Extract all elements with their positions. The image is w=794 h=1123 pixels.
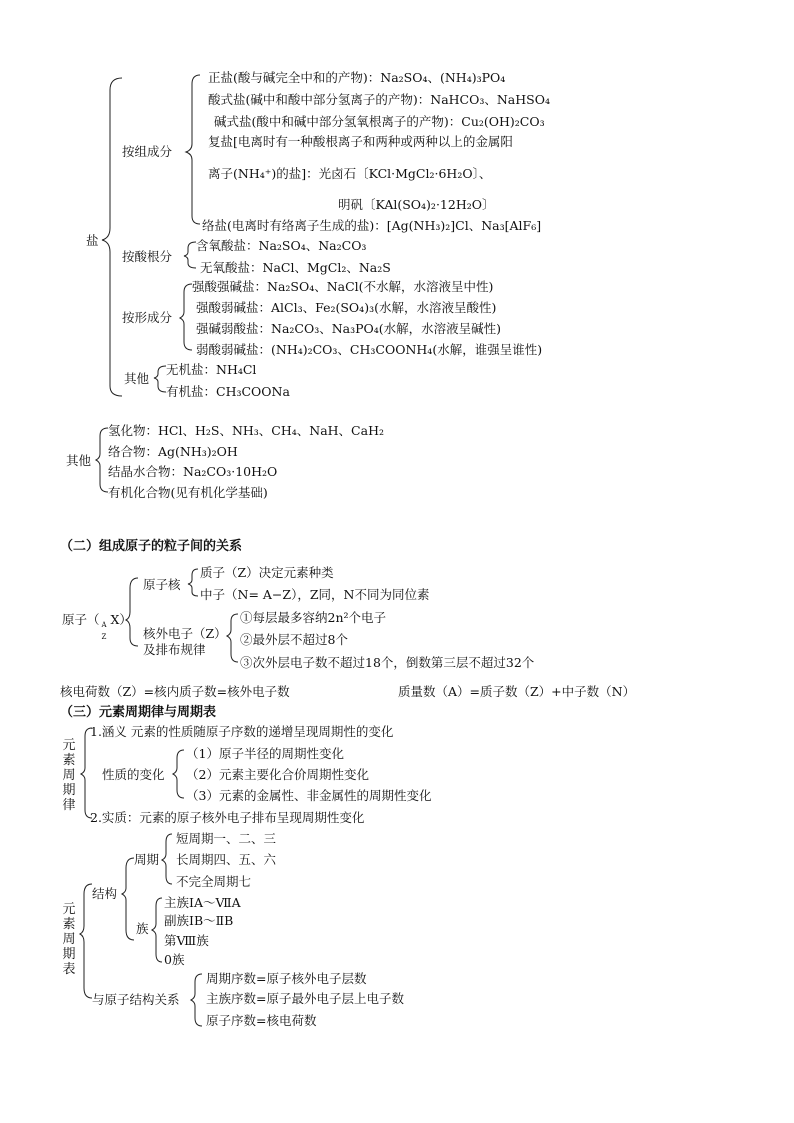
nucleus-label: 原子核: [143, 577, 181, 592]
atom-label: 原子（ A Z X）: [62, 612, 132, 641]
sub-group: 副族ⅠB～ⅡB: [164, 913, 234, 928]
relation-group-number: 主族序数=原子最外电子层上电子数: [206, 991, 404, 1006]
formation-label: 按形成分: [122, 310, 173, 325]
double-salt-line3: 明矾〔KAl(SO₄)₂·12H₂O〕: [338, 197, 495, 212]
complex-salt: 络盐(电离时有络离子生成的盐)：[Ag(NH₃)₂]Cl、Na₃[AlF₆]: [202, 218, 542, 233]
main-group: 主族ⅠA～ⅦA: [164, 895, 241, 910]
long-period: 长周期四、五、六: [176, 852, 277, 867]
acid-salt: 酸式盐(碱中和酸中部分氢离子的产物)：NaHCO₃、NaHSO₄: [208, 92, 550, 107]
strong-base-weak-acid-salt: 强碱弱酸盐：Na₂CO₃、Na₃PO₄(水解，水溶液呈碱性): [196, 321, 502, 336]
relation-brace: [191, 974, 202, 1026]
atom-label-tail: X）: [110, 612, 132, 627]
others-label: 其他: [66, 453, 92, 468]
periodic-law-label: 元素周期律: [62, 738, 76, 813]
strong-acid-weak-base-salt: 强酸弱碱盐：AlCl₃、Fe₂(SO₄)₃(水解，水溶液呈酸性): [196, 300, 497, 315]
atom-label-text: 原子（: [62, 612, 100, 627]
relation-period-number: 周期序数=原子核外电子层数: [206, 971, 367, 986]
electron-label-line1: 核外电子（Z）: [143, 626, 227, 641]
relation-atomic-number: 原子序数=核电荷数: [206, 1013, 317, 1028]
atomic-structure-relation-label: 与原子结构关系: [92, 992, 180, 1007]
property-metallicity: （3）元素的金属性、非金属性的周期性变化: [186, 788, 432, 803]
double-salt-line1: 复盐[电离时有一种酸根离子和两种或两种以上的金属阳: [208, 134, 513, 149]
table-brace: [80, 884, 92, 998]
non-oxy-acid-salt: 无氧酸盐：NaCl、MgCl₂、Na₂S: [200, 260, 391, 275]
periodic-law-definition: 1.涵义 元素的性质随原子序数的递增呈现周期性的变化: [90, 724, 394, 739]
periodic-table-label: 元素周期表: [62, 902, 76, 977]
property-valence: （2）元素主要化合价周期性变化: [186, 767, 369, 782]
strong-acid-strong-base-salt: 强酸强碱盐：Na₂SO₄、NaCl(不水解，水溶液呈中性): [192, 279, 494, 294]
composition-label: 按组成分: [122, 144, 173, 159]
normal-salt: 正盐(酸与碱完全中和的产物)：Na₂SO₄、(NH₄)₃PO₄: [208, 70, 506, 85]
formation-brace: [180, 284, 192, 350]
oxy-acid-salt: 含氧酸盐：Na₂SO₄、Na₂CO₃: [196, 238, 367, 253]
group-viii: 第Ⅷ族: [164, 933, 209, 948]
property-change-label: 性质的变化: [102, 767, 165, 782]
group-zero: 0族: [164, 952, 185, 967]
structure-label: 结构: [92, 886, 118, 901]
incomplete-period: 不完全周期七: [176, 874, 252, 889]
electron-brace: [227, 614, 238, 662]
property-brace: [173, 750, 184, 798]
period-brace: [162, 834, 172, 884]
basic-salt: 碱式盐(酸中和碱中部分氢氧根离子的产物)：Cu₂(OH)₂CO₃: [214, 114, 545, 129]
section2-title: （二）组成原子的粒子间的关系: [60, 539, 243, 554]
salt-root-label: 盐: [86, 233, 99, 248]
others-brace: [96, 428, 108, 492]
salt-other-label: 其他: [124, 371, 150, 386]
neutron-line: 中子（N= A−Z），Z同，N不同为同位素: [200, 587, 430, 602]
nuclear-charge-relation: 核电荷数（Z）=核内质子数=核外电子数: [60, 684, 290, 699]
organic-salt: 有机盐：CH₃COONa: [166, 384, 290, 399]
hydrate: 结晶水合物：Na₂CO₃·10H₂O: [108, 464, 278, 479]
salt-brace: [102, 78, 122, 396]
proton-line: 质子（Z）决定元素种类: [200, 565, 334, 580]
organic-compound: 有机化合物(见有机化学基础): [108, 485, 268, 500]
structure-brace: [122, 858, 134, 940]
double-salt-line2: 离子(NH₄⁺)的盐]：光卤石〔KCl·MgCl₂·6H₂O〕、: [208, 166, 492, 181]
composition-brace: [186, 75, 200, 224]
electron-label-line2: 及排布规律: [143, 642, 206, 657]
electron-rule-3: ③次外层电子数不超过18个，倒数第三层不超过32个: [240, 655, 535, 670]
section3-title: （三）元素周期律与周期表: [60, 705, 217, 720]
acid-radical-brace: [184, 242, 196, 268]
property-atomic-radius: （1）原子半径的周期性变化: [186, 746, 344, 761]
complex-compound: 络合物：Ag(NH₃)₂OH: [108, 444, 238, 459]
short-period: 短周期一、二、三: [176, 831, 277, 846]
periodic-law-essence: 2.实质：元素的原子核外电子排布呈现周期性变化: [90, 810, 365, 825]
electron-rule-2: ②最外层不超过8个: [240, 632, 348, 647]
law-brace: [81, 728, 92, 818]
inorganic-salt: 无机盐：NH₄Cl: [166, 362, 257, 377]
hydride: 氢化物：HCl、H₂S、NH₃、CH₄、NaH、CaH₂: [108, 423, 384, 438]
salt-other-brace: [154, 366, 166, 392]
mass-number-relation: 质量数（A）=质子数（Z）+中子数（N）: [398, 684, 636, 699]
acid-radical-label: 按酸根分: [122, 249, 173, 264]
nucleus-brace: [188, 569, 198, 596]
group-brace: [152, 898, 162, 962]
period-label: 周期: [134, 852, 160, 867]
weak-acid-weak-base-salt: 弱酸弱碱盐：(NH₄)₂CO₃、CH₃COONH₄(水解，谁强呈谁性): [196, 342, 543, 357]
group-label: 族: [136, 921, 149, 936]
electron-rule-1: ①每层最多容纳2n²个电子: [240, 610, 387, 625]
